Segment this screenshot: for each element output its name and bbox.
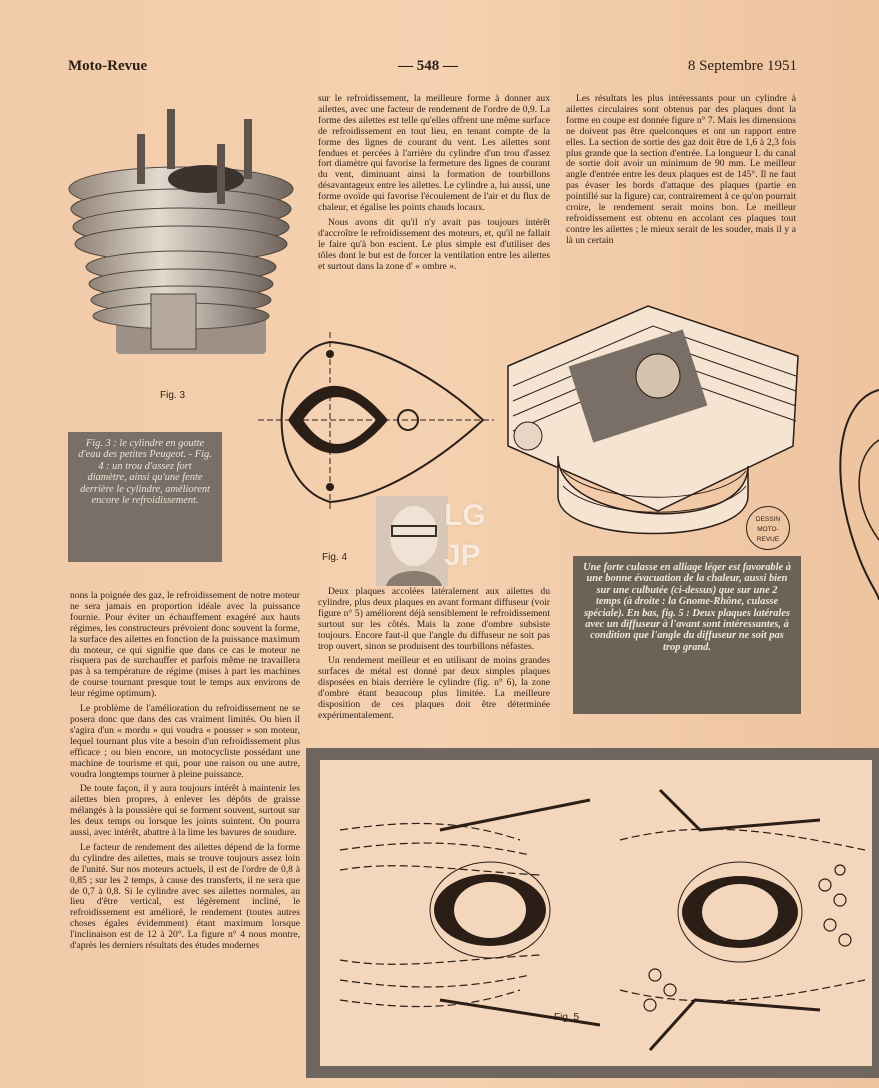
fig3-label: Fig. 3 — [160, 390, 186, 401]
fig5-panel — [306, 748, 879, 1078]
lg-jp-watermark-logo — [444, 496, 488, 586]
page-header — [68, 58, 797, 80]
column-middle-bottom — [318, 587, 550, 726]
column-right-top — [566, 94, 796, 251]
fig4-diagram — [258, 332, 494, 512]
magazine-title: Moto-Revue — [68, 58, 148, 74]
logo-line-1: LG — [444, 499, 486, 532]
paragraph: Les résultats les plus intéressants pour un cylindre à ailettes circulaires sont obtenus par des plaques dont la forme en coupe est donnée figure n° 7. Mais les dimensions ne doivent pas être quelconques et ont un rapport entre elles. La section de sortie des gaz doit être de 1,6 à 2,3 fois plus grande que la section d'entrée. La longueur L du canal de sortie doit avoir un minimum de 90 mm. Le meilleur angle d'entrée entre les deux plaques est de 145°. Il ne faut pas évaser les bords d'attaque des plaques (partie en pointillé sur la figure) car, contrairement à ce qu'on pourrait croire, le rendement serait moins bon. Le meilleur refroidissement est obtenu en accolant ces plaques tout contre les ailettes ; le mieux serait de les souder, mais il y a là un certain — [566, 93, 796, 246]
paragraph: nons la poignée des gaz, le refroidissement de notre moteur ne sera jamais en proportion idéale avec la puissance fournie. Pour éviter un échauffement exagéré aux hauts régimes, les constructeurs prévoient donc souvent la forme, la surface des ailettes en fonction de la puissance maximum du moteur, ce qui signifie que dans ce cas le moteur ne risquera pas de surchauffer et parfois même ne travaillera pas à sa température de régime (mises à part les machines de course tournant presque tout le temps aux environs de leur régime optimum). — [70, 590, 300, 700]
fig5-inner — [320, 760, 872, 1066]
caption-cylinder-head: Une forte culasse en alliage léger est favorable à une bonne évacuation de la chaleur, aussi bien sur une culbutée (ci-dessus) que sur une 2 temps (à droite : la Gnome-Rhône, culasse spéciale). En bas, fig. 5 : Deux plaques latérales avec un diffuseur à l'avant sont intéressantes, à condition que l'angle du diffuseur ne soit pas trop grand. — [573, 556, 801, 714]
fig5-label: Fig. 5 — [554, 1012, 580, 1023]
edge-partial-drawing — [820, 360, 879, 620]
paragraph: Un rendement meilleur et en utilisant de moins grandes surfaces de métal est donné par deux simples plaques disposées en biais derrière le cylindre (fig. n° 6), la zone d'ombre étant beaucoup plus limitée. La meilleure disposition de ces plaques doit être déterminée expérimentalement. — [318, 655, 550, 721]
stamp-bottom-text: MOTO-REVUE — [756, 526, 780, 543]
page-number: — 548 — — [398, 58, 458, 74]
paragraph: sur le refroidissement, la meilleure forme à donner aux ailettes, avec une facteur de rendement de l'ordre de 0,9. La forme des ailettes est telle qu'elles offrent une même surface de refroidissement en tout lieu, en tenant compte de la forme des lignes de courant du vent. Les ailettes sont fendues et percées à l'arrière du cylindre d'un trou d'assez fort diamètre qui favorise la fermeture des lignes de courant du vent, diminuant ainsi la formation de tourbillons désavantageux entre les ailettes. Le cylindre a, lui aussi, une forme ovoïde qui favorise l'écoulement de l'air et du flux de chaleur, et égalise les points chauds locaux. — [318, 93, 550, 214]
dessin-moto-revue-stamp — [746, 506, 790, 550]
stamp-top-text: DESSIN — [755, 516, 781, 523]
issue-date: 8 Septembre 1951 — [687, 58, 797, 74]
logo-line-2: JP — [444, 539, 481, 572]
author-portrait-photo — [376, 496, 448, 586]
column-left — [70, 591, 300, 956]
fig4-label: Fig. 4 — [322, 552, 348, 563]
paragraph: De toute façon, il y aura toujours intérêt à maintenir les ailettes bien propres, à enlever les dépôts de graisse mélangés à la poussière qui se forment souvent, surtout sur les deux temps ou lorsque les joints suintent. On pourra aussi, avec intérêt, abattre à la lime les bavures de soudure. — [70, 783, 300, 839]
column-middle-top — [318, 94, 550, 277]
caption-fig3-fig4: Fig. 3 : le cylindre en goutte d'eau des petites Peugeot. - Fig. 4 : un trou d'assez fort diamètre, ainsi qu'une fente derrière le cylindre, améliorent encore le refroidissement. — [68, 432, 222, 562]
fig5-diagram — [320, 760, 872, 1066]
paragraph: Nous avons dit qu'il n'y avait pas toujours intérêt d'accroître le refroidissement des moteurs, et, qu'il ne fallait le faire qu'à bon escient. Le plus simple est d'utiliser des tôles dont le but est de forcer la ventilation entre les ailettes et surtout dans la zone d' « ombre ». — [318, 216, 550, 272]
paragraph: Deux plaques accolées latéralement aux ailettes du cylindre, plus deux plaques en avant formant diffuseur (voir figure n° 5) améliorent déjà sensiblement le refroidissement surtout sur les côtés. Mais la zone d'ombre subsiste toujours. Encore faut-il que l'angle du diffuseur ne soit pas trop ouvert, sinon se produisent des tourbillons néfastes. — [318, 586, 550, 652]
paragraph: Le problème de l'amélioration du refroidissement ne se posera donc que dans des cas vraiment limités. Ou bien il s'agira d'un « mordu » qui voudra « pousser » son moteur, lequel tournant plus vite a besoin d'un refroidissement plus efficace ; ou bien encore, un motocycliste possédant une machine de tourisme et qui, pour une raison ou une autre, voudra longtemps tourner à pleine puissance. — [70, 703, 300, 780]
paragraph: Le facteur de rendement des ailettes dépend de la forme du cylindre des ailettes, mais se trouve toujours assez loin de l'unité. Sur nos moteurs actuels, il est de l'ordre de 0,8 à 0,85 ; sur les 2 temps, à cause des transferts, il ne sera que de 0,7 à 0,8. Si le cylindre avec ses ailettes normales, au lieu d'être vertical, est légèrement incliné, le refroidissement est amélioré, le rendement (toutes autres choses égales évidemment) étant maximum lorsque l'inclinaison est de 12 à 20°. La figure n° 4 nous montre, d'après les derniers résultats des études modernes — [70, 841, 300, 952]
